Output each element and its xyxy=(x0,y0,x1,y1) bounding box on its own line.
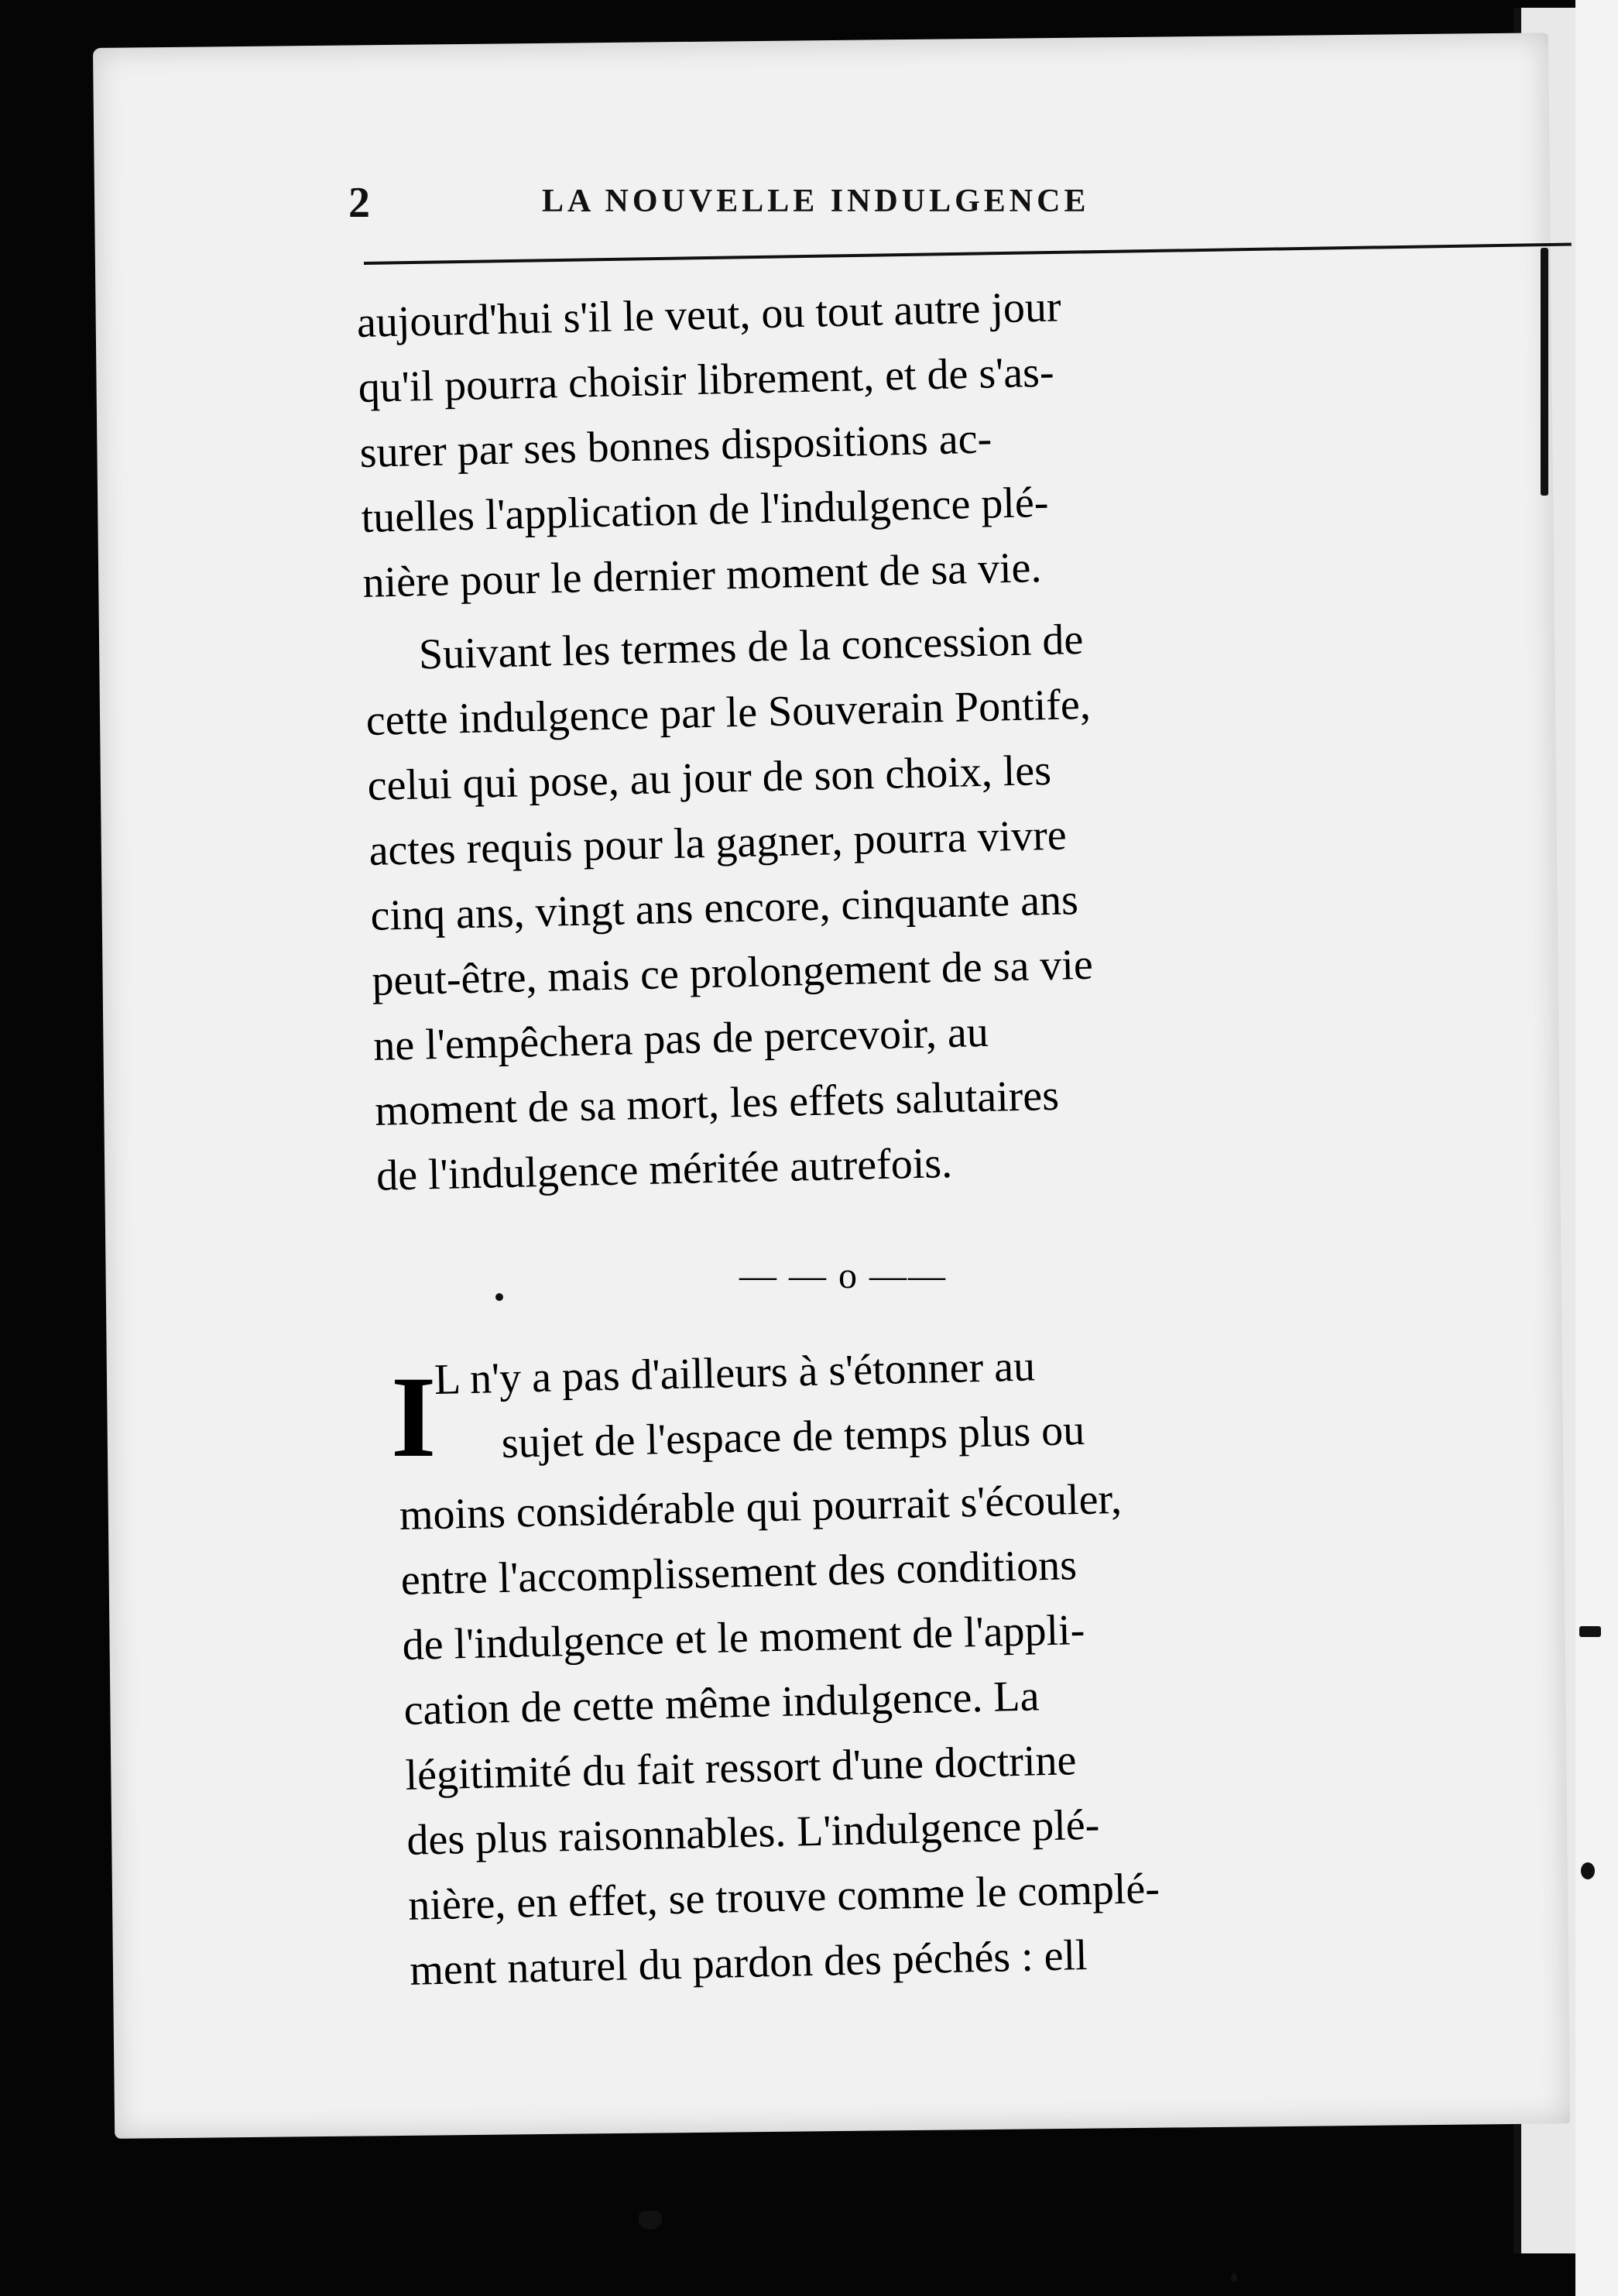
binding-mark xyxy=(1581,1862,1595,1879)
text-line: qu'il pourra choisir librement, et de s'as- xyxy=(358,348,1055,412)
text-line: cinq ans, vingt ans encore, cinquante ans xyxy=(369,876,1079,940)
binding-mark xyxy=(1579,1626,1601,1637)
text-line: sujet de l'espace de temps plus ou xyxy=(501,1405,1085,1468)
text-line: de l'indulgence méritée autrefois. xyxy=(375,1138,953,1200)
text-line: ne l'empêchera pas de percevoir, au xyxy=(372,1007,989,1070)
paragraph-3-body xyxy=(399,1456,1618,2003)
ink-blot xyxy=(639,2211,662,2229)
text-line: légitimité du fait ressort d'une doctrine xyxy=(404,1736,1078,1800)
text-line: de l'indulgence et le moment de l'appli- xyxy=(402,1605,1085,1670)
paragraph-2 xyxy=(364,596,1585,1209)
paragraph-1 xyxy=(356,263,1571,616)
text-line: ment naturel du pardon des péchés : ell xyxy=(409,1930,1088,1995)
text-line: nière, en effet, se trouve comme le complé- xyxy=(407,1864,1160,1930)
text-line: cette indulgence par le Souverain Pontife, xyxy=(365,680,1092,745)
paragraph-3-head xyxy=(434,1320,1618,1477)
text-line: celui qui pose, au jour de son choix, les xyxy=(367,746,1052,810)
running-header xyxy=(255,170,1401,240)
text-line: moins considérable qui pourrait s'écouler, xyxy=(399,1474,1123,1539)
text-line: des plus raisonnables. L'indulgence plé- xyxy=(406,1800,1100,1865)
text-line: tuelles l'application de l'indulgence plé- xyxy=(360,478,1050,542)
section-separator: — — o —— xyxy=(739,1255,947,1296)
page-number: 2 xyxy=(348,179,370,227)
text-line: actes requis pour la gagner, pourra vivre xyxy=(368,811,1068,875)
drop-cap: I xyxy=(391,1353,437,1481)
text-line: cation de cette même indulgence. La xyxy=(403,1672,1040,1735)
text-line: nière pour le dernier moment de sa vie. xyxy=(362,544,1043,607)
ink-speck xyxy=(495,1293,503,1301)
text-line: peut-être, mais ce prolongement de sa vie xyxy=(371,940,1094,1005)
ink-speck xyxy=(1231,2273,1237,2282)
text-line: L n'y a pas d'ailleurs à s'étonner au xyxy=(434,1342,1036,1404)
text-line: surer par ses bonnes dispositions ac- xyxy=(359,414,992,477)
running-title: LA NOUVELLE INDULGENCE xyxy=(542,184,1090,219)
text-line: Suivant les termes de la concession de xyxy=(418,615,1084,679)
text-line: moment de sa mort, les effets salutaires xyxy=(374,1071,1060,1135)
text-line: aujourd'hui s'il le veut, ou tout autre jour xyxy=(356,283,1062,347)
binding-shadow xyxy=(1541,248,1548,496)
page-content xyxy=(255,170,1401,240)
text-line: entre l'accomplissement des conditions xyxy=(400,1541,1078,1604)
